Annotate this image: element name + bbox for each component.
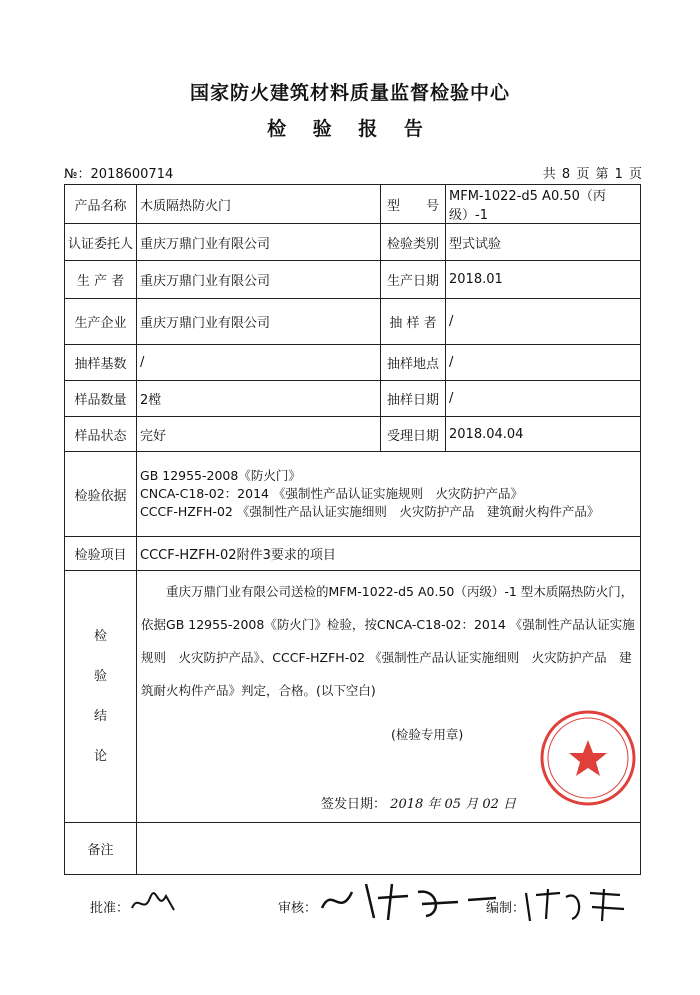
label-accept-date: 受理日期: [381, 417, 446, 452]
basis-line: CCCF-HZFH-02 《强制性产品认证实施细则 火灾防护产品 建筑耐火构件产品》: [140, 504, 600, 519]
label-sample-qty: 样品数量: [65, 381, 137, 417]
label-sample-place: 抽样地点: [381, 345, 446, 381]
label-sampler: 抽 样 者: [381, 299, 446, 345]
value-accept-date: 2018.04.04: [446, 417, 641, 452]
value-sample-state: 完好: [137, 417, 381, 452]
value-remarks: [137, 823, 641, 875]
label-producer: 生 产 者: [65, 261, 137, 299]
compile-signature: [520, 885, 630, 925]
label-basis: 检验依据: [65, 452, 137, 537]
value-basis: [137, 452, 641, 537]
label-manufacturer: 生产企业: [65, 299, 137, 345]
label-test-type: 检验类别: [381, 224, 446, 261]
value-prod-date: 2018.01: [446, 261, 641, 299]
label-items: 检验项目: [65, 537, 137, 571]
value-manufacturer: 重庆万鼎门业有限公司: [137, 299, 381, 345]
conclusion-text: 重庆万鼎门业有限公司送检的MFM-1022-d5 A0.50（丙级）-1 型木质隔热防火门，依据GB 12955-2008《防火门》检验，按CNCA-C18-02：2014 《强制性产品认证实施规则 火灾防护产品》、CCCF-HZFH-02 《强制性产品认证实施细则 火灾防护产品 建筑耐火构件产品》判定，合格。(以下空白): [141, 584, 635, 698]
value-sample-base: /: [137, 345, 381, 381]
label-client: 认证委托人: [65, 224, 137, 261]
basis-line: GB 12955-2008《防火门》: [140, 468, 301, 483]
stamp-label: (检验专用章): [391, 727, 464, 742]
value-test-type: 型式试验: [446, 224, 641, 261]
value-sample-qty: 2樘: [137, 381, 381, 417]
sign-date: 签发日期： 2018 年 05 月 02 日: [321, 797, 517, 812]
label-prod-date: 生产日期: [381, 261, 446, 299]
label-product-name: 产品名称: [65, 185, 137, 224]
value-sample-place: /: [446, 345, 641, 381]
value-client: 重庆万鼎门业有限公司: [137, 224, 381, 261]
org-title: 国家防火建筑材料质量监督检验中心: [189, 82, 510, 104]
basis-line: CNCA-C18-02：2014 《强制性产品认证实施规则 火灾防护产品》: [140, 486, 523, 501]
compile-label: 编制：: [486, 901, 526, 916]
value-items: CCCF-HZFH-02附件3要求的项目: [137, 537, 641, 571]
label-sample-date: 抽样日期: [381, 381, 446, 417]
value-producer: 重庆万鼎门业有限公司: [137, 261, 381, 299]
label-conclusion: 检 验 结 论: [65, 571, 137, 823]
label-sample-base: 抽样基数: [65, 345, 137, 381]
value-product-name: 木质隔热防火门: [137, 185, 381, 224]
page-indicator: 共 8 页 第 1 页: [542, 167, 642, 182]
report-title: 检 验 报 告: [267, 118, 433, 140]
report-number: №：2018600714: [64, 167, 174, 182]
label-model: 型 号: [381, 185, 446, 224]
label-sample-state: 样品状态: [65, 417, 137, 452]
approve-signature: [128, 890, 178, 918]
official-seal: [538, 708, 638, 808]
label-remarks: 备注: [65, 823, 137, 875]
review-label: 审核：: [278, 901, 318, 916]
review-signature: [318, 878, 498, 923]
approve-label: 批准：: [90, 901, 130, 916]
value-model: MFM-1022-d5 A0.50（丙级）-1: [446, 185, 641, 224]
value-sample-date: /: [446, 381, 641, 417]
value-sampler: /: [446, 299, 641, 345]
